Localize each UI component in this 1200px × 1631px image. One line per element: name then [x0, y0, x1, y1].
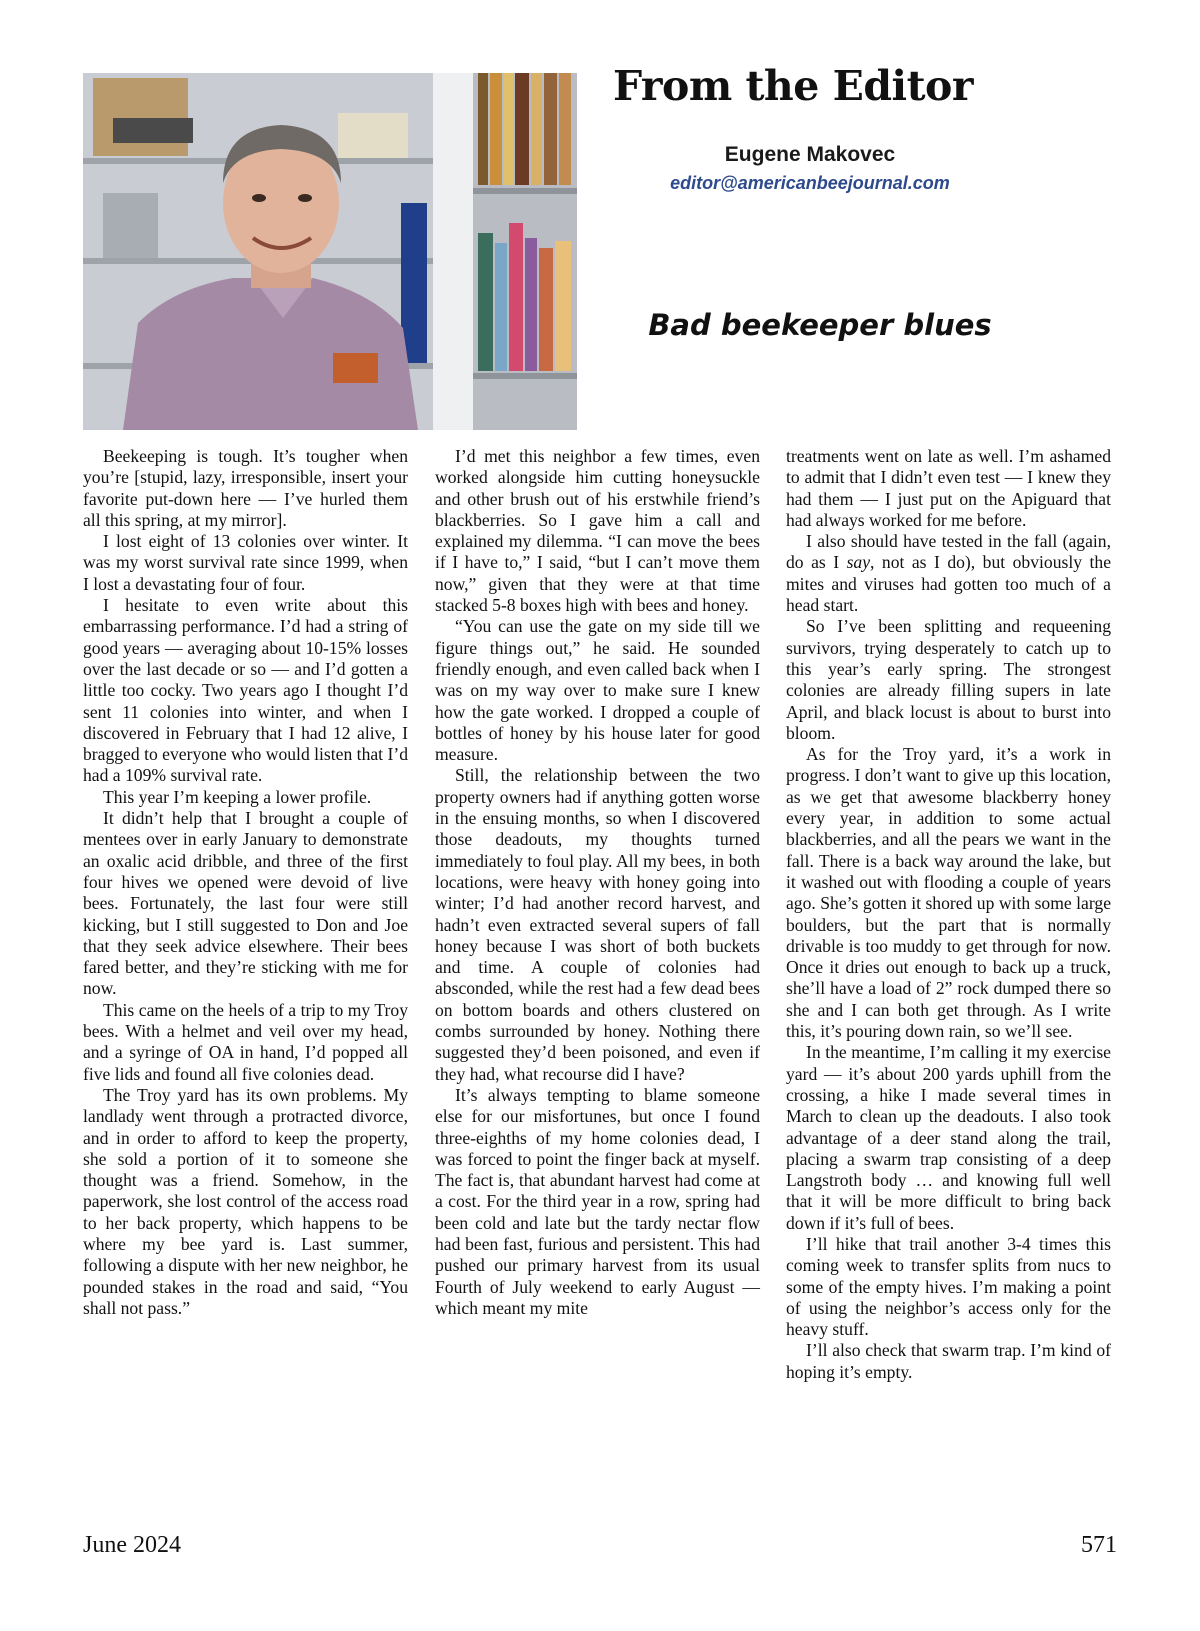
paragraph: So I’ve been splitting and requeening survivors, trying desperately to catch up to this year’s early spring. The strongest colonies are already filling supers in late April, and black locust is about to burst into bloom.	[786, 616, 1111, 743]
article-column-2	[435, 446, 760, 1319]
paragraph-continued: treatments went on late as well. I’m ashamed to admit that I didn’t even test — I knew they had them — I just put on the Apiguard that had always worked for me before.	[786, 446, 1111, 530]
paragraph: This came on the heels of a trip to my Troy bees. With a helmet and veil over my head, and a syringe of OA in hand, I’d popped all five lids and found all five colonies dead.	[83, 999, 408, 1084]
paragraph: I’d met this neighbor a few times, even worked alongside him cutting honeysuckle and other brush out of his erstwhile friend’s blackberries. So I gave him a call and explained my dilemma. “I can move the bees if I have to,” I said, “but I can’t move them now,” given that they were at that time stacked 5-8 boxes high with bees and honey.	[435, 446, 760, 616]
issue-date: June 2024	[83, 1532, 181, 1558]
text-run: , not as I do), but obviously the mites and viruses had gotten too much of a head start.	[786, 552, 1111, 616]
paragraph: Beekeeping is tough. It’s tougher when you’re [stupid, lazy, irresponsible, insert your favorite put-down here — I’ve hurled them all this spring, at my mirror].	[83, 446, 408, 530]
paragraph: “You can use the gate on my side till we figure things out,” he said. He sounded friendly enough, and even called back when I was on my way over to make sure I knew how the gate worked. I dropped a couple of bottles of honey by his house later for good measure.	[435, 616, 760, 765]
paragraph: I lost eight of 13 colonies over winter. It was my worst survival rate since 1999, when I lost a devastating four of four.	[83, 531, 408, 594]
paragraph: Still, the relationship between the two property owners had if anything gotten worse in the ensuing months, so when I discovered those deadouts, my thoughts turned immediately to foul play. All my bees, in both locations, were heavy with honey going into winter; I’d had another record harvest, and hadn’t even extracted several supers of fall honey because I was short of both buckets and time. A couple of colonies had absconded, while the rest had a few dead bees on bottom boards and others clustered on combs surrounded by honey. Nothing there suggested they’d been poisoned, and even if they had, what recourse did I have?	[435, 765, 760, 1084]
emphasis: say	[846, 552, 871, 573]
editor-email-link[interactable]: editor@americanbeejournal.com	[670, 173, 950, 193]
paragraph: It’s always tempting to blame someone else for our misfortunes, but once I found three-eighths of my home colonies dead, I was forced to point the finger back at myself. The fact is, that abundant harvest had come at a cost. For the third year in a row, spring had been cold and late but the tardy nectar flow had been fast, furious and persistent. This had pushed our primary harvest from its usual Fourth of July weekend to early August — which meant my mite	[435, 1084, 760, 1318]
article-column-1	[83, 446, 408, 1319]
page-number: 571	[1081, 1532, 1117, 1558]
page-title: From the Editor	[613, 62, 973, 110]
byline	[640, 140, 980, 196]
author-name: Eugene Makovec	[724, 143, 896, 166]
text-run: I also should have tested in the fall (again, do as I	[786, 531, 1111, 573]
article-column-3	[786, 446, 1111, 1383]
paragraph: I hesitate to even write about this embarrassing performance. I’d had a string of good years — averaging about 10-15% losses over the last decade or so — and I’d gotten a little too cocky. Two years ago I thought I’d sent 11 colonies into winter, and when I discovered in February that I had 12 alive, I bragged to everyone who would listen that I’d had a 109% survival rate.	[83, 595, 408, 786]
paragraph: In the meantime, I’m calling it my exercise yard — it’s about 200 yards uphill from the crossing, a hike I made several times in March to clean up the deadouts. I also took advantage of a deer stand along the trail, placing a swarm trap consisting of a deep Langstroth body … and knowing full well that it will be more difficult to bring back down if it’s full of bees.	[786, 1042, 1111, 1233]
paragraph: The Troy yard has its own problems. My landlady went through a protracted divorce, and in order to afford to keep the property, she sold a portion of it to someone she thought was a friend. Somehow, in the paperwork, she lost control of the access road to her back property, which happens to be where my bee yard is. Last summer, following a dispute with her new neighbor, he pounded stakes in the road and said, “You shall not pass.”	[83, 1084, 408, 1318]
paragraph: This year I’m keeping a lower profile.	[103, 786, 372, 807]
paragraph: I’ll also check that swarm trap. I’m kind of hoping it’s empty.	[786, 1340, 1111, 1382]
article-headline: Bad beekeeper blues	[648, 308, 992, 342]
paragraph: It didn’t help that I brought a couple of mentees over in early January to demonstrate an oxalic acid dribble, and three of the first four hives we opened were devoid of live bees. Fortunately, the last four were still kicking, but I still suggested to Don and Joe that they seek advice elsewhere. Their bees fared better, and they’re sticking with me for now.	[83, 808, 408, 999]
editor-photo	[83, 73, 577, 430]
paragraph: I’ll hike that trail another 3-4 times this coming week to transfer splits from nucs to some of the empty hives. I’m making a point of using the neighbor’s access only for the heavy stuff.	[786, 1233, 1111, 1340]
paragraph	[786, 531, 1111, 616]
paragraph: As for the Troy yard, it’s a work in progress. I don’t want to give up this location, as we get that awesome blackberry honey every year, in addition to some actual blackberries, and all the pears we want in the fall. There is a back way around the lake, but it washed out with flooding a couple of years ago. She’s gotten it shored up with some large boulders, but the part that is normally drivable is too muddy to get through for now. Once it dries out enough to back up a truck, she’ll have a load of 2” rock dumped there so she and I can both get through. As I write this, it’s pouring down rain, so we’ll see.	[786, 744, 1111, 1042]
